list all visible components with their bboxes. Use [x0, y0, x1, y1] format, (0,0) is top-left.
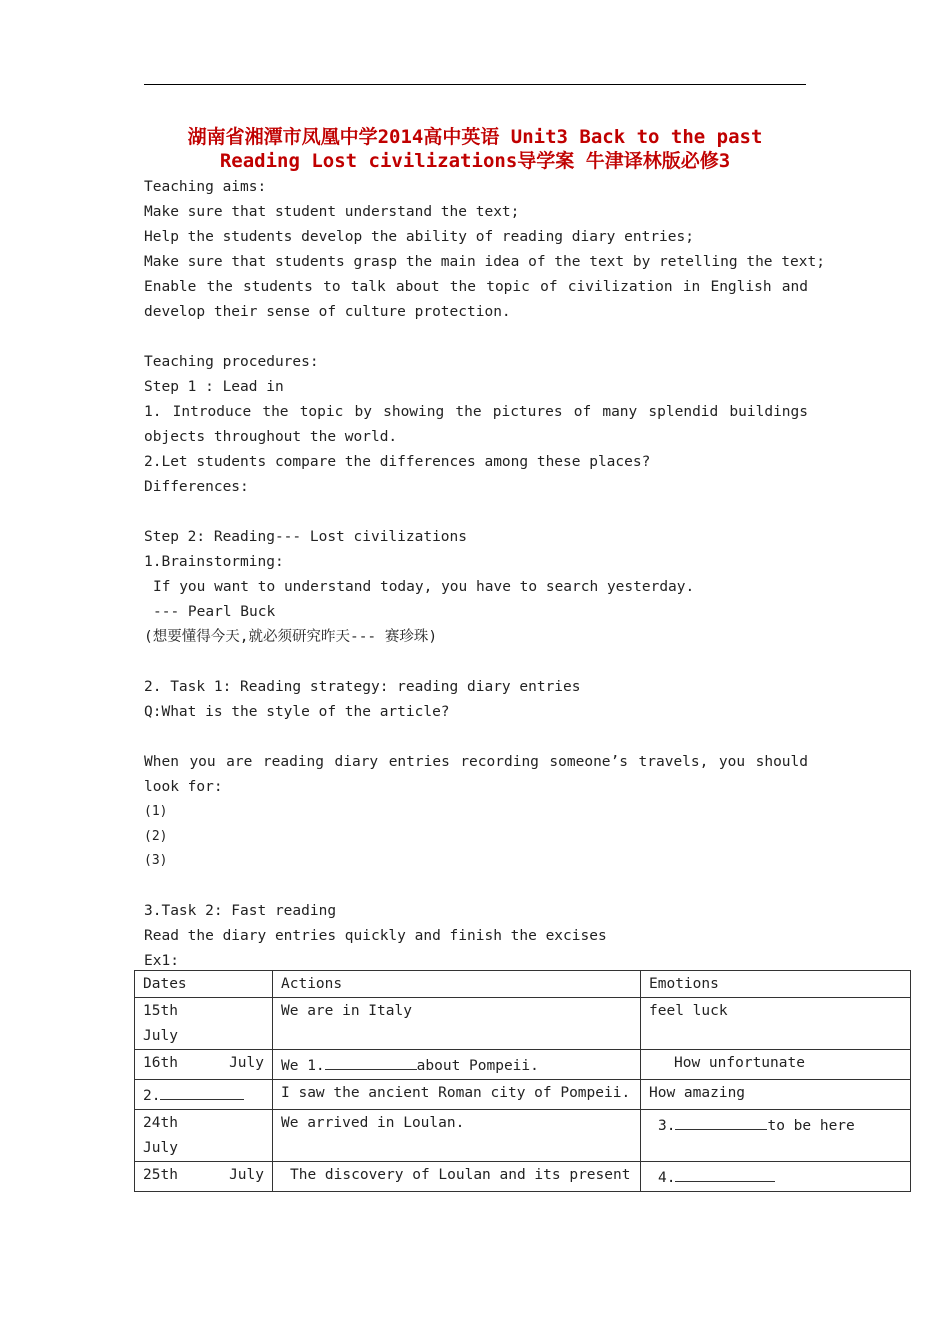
header-emotions: Emotions	[641, 971, 911, 998]
quote-author: --- Pearl Buck	[153, 604, 276, 620]
question: Q:What is the style of the article?	[144, 704, 450, 720]
document-title-line1: 湖南省湘潭市凤凰中学2014高中英语 Unit3 Back to the past	[187, 126, 763, 148]
cell-date: 15th July	[143, 1003, 178, 1044]
step1-item1-cont: objects throughout the world.	[144, 429, 398, 445]
cell-action: We are in Italy	[273, 998, 641, 1050]
emotion-text: to be here	[767, 1118, 855, 1134]
aim-item: develop their sense of culture protection.	[144, 304, 511, 320]
answer-blank[interactable]	[160, 1081, 244, 1100]
cell-emotion: How unfortunate	[641, 1050, 911, 1080]
table-row	[135, 1050, 911, 1080]
cell-action	[273, 1050, 641, 1080]
cell-action: I saw the ancient Roman city of Pompeii.	[273, 1080, 641, 1110]
table-row	[135, 998, 911, 1050]
aim-item: Enable the students to talk about the topic of civilization in English and	[144, 279, 808, 295]
answer-blank[interactable]	[675, 1111, 767, 1130]
differences-label: Differences:	[144, 479, 249, 495]
header-actions: Actions	[273, 971, 641, 998]
step1-title: Step 1 : Lead in	[144, 379, 284, 395]
cell-emotion	[641, 1162, 911, 1192]
cell-date	[135, 1080, 273, 1110]
document-title-line2: Reading Lost civilizations导学案 牛津译林版必修3	[219, 150, 731, 172]
diary-instruction-cont: look for:	[144, 779, 223, 795]
task2-instruction: Read the diary entries quickly and finish the excises	[144, 927, 607, 944]
cell-date: 25th July	[135, 1162, 273, 1192]
brainstorm-label: 1.Brainstorming:	[144, 554, 284, 570]
exercise-label: Ex1:	[144, 952, 179, 969]
answer-point: (1)	[144, 804, 168, 819]
cell-action: The discovery of Loulan and its present	[273, 1162, 641, 1192]
header-rule	[144, 84, 806, 85]
blank-number: 4.	[658, 1170, 676, 1186]
aim-item: Make sure that student understand the text;	[144, 204, 520, 220]
table-row	[135, 1110, 911, 1162]
task2-title: 3.Task 2: Fast reading	[144, 902, 337, 919]
aim-item: Help the students develop the ability of reading diary entries;	[144, 229, 694, 245]
blank-number: 2.	[143, 1088, 161, 1104]
cell-emotion: How amazing	[641, 1080, 911, 1110]
table-row	[135, 1162, 911, 1192]
table-header-row	[135, 971, 911, 998]
quote: If you want to understand today, you have to search yesterday.	[153, 579, 695, 595]
aims-heading: Teaching aims:	[144, 179, 267, 195]
aim-item: Make sure that students grasp the main idea of the text by retelling the text;	[144, 254, 825, 270]
document-body	[144, 175, 825, 974]
quote-translation: (想要懂得今天,就必须研究昨天--- 赛珍珠)	[144, 629, 438, 645]
answer-blank[interactable]	[675, 1163, 775, 1182]
diary-instruction: When you are reading diary entries recording someone’s travels, you should	[144, 754, 808, 770]
action-text: about Pompeii.	[416, 1058, 539, 1074]
cell-emotion	[641, 1110, 911, 1162]
answer-point: (3)	[144, 853, 168, 868]
task1-title: 2. Task 1: Reading strategy: reading diary entries	[144, 679, 581, 695]
step1-item2: 2.Let students compare the differences among these places?	[144, 454, 651, 470]
blank-number: We 1.	[281, 1058, 325, 1074]
procedures-heading: Teaching procedures:	[144, 354, 319, 370]
header-dates: Dates	[135, 971, 273, 998]
step1-item1: 1. Introduce the topic by showing the pictures of many splendid buildings	[144, 404, 808, 420]
cell-emotion: feel luck	[641, 998, 911, 1050]
answer-blank[interactable]	[325, 1051, 417, 1070]
exercise-table	[134, 970, 911, 1192]
blank-number: 3.	[658, 1118, 676, 1134]
step2-title: Step 2: Reading--- Lost civilizations	[144, 529, 468, 545]
cell-date: 24th July	[143, 1115, 178, 1156]
answer-point: (2)	[144, 828, 168, 844]
cell-date: 16th July	[135, 1050, 273, 1080]
cell-action: We arrived in Loulan.	[273, 1110, 641, 1162]
table-row	[135, 1080, 911, 1110]
